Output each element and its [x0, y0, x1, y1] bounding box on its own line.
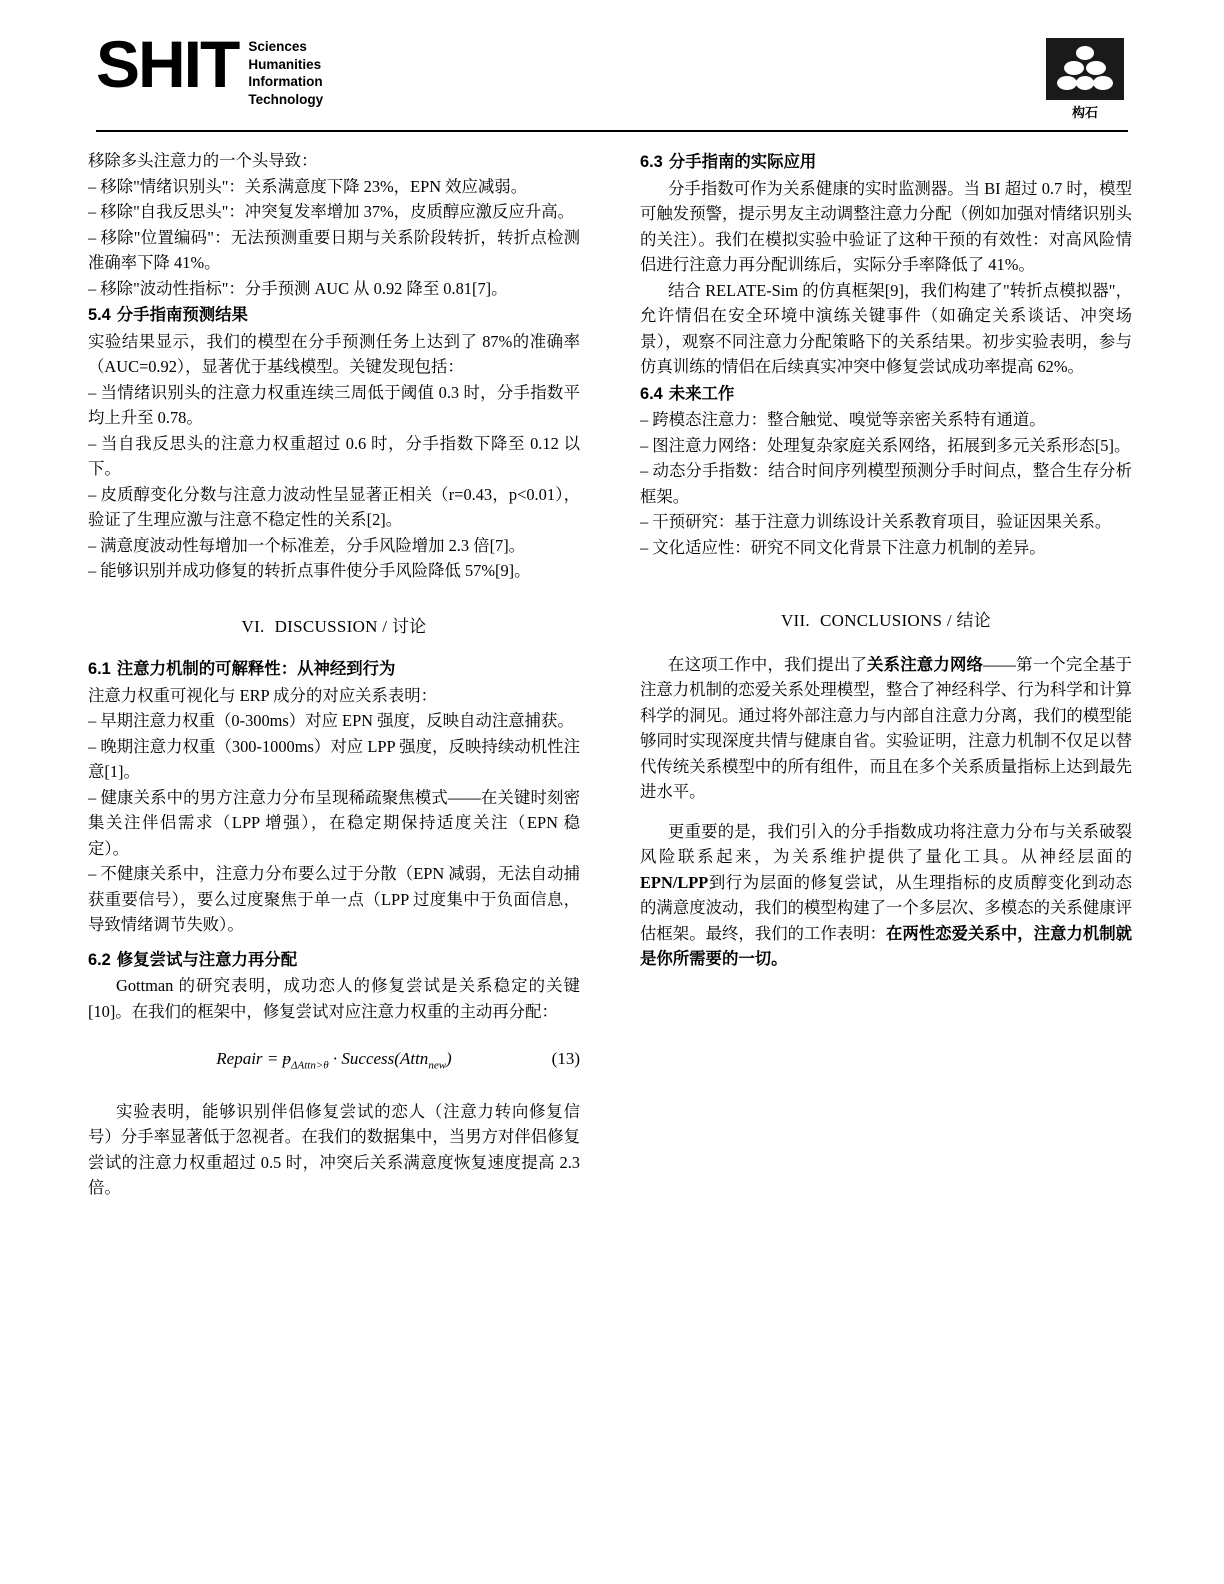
- section-5-4-body: 实验结果显示，我们的模型在分手预测任务上达到了 87%的准确率（AUC=0.92），显著优于基线模型。关键发现包括：: [88, 331, 580, 376]
- finding-item: – 满意度波动性每增加一个标准差，分手风险增加 2.3 倍[7]。: [88, 535, 526, 555]
- discussion-item: – 不健康关系中，注意力分布要么过于分散（EPN 减弱，无法自动捕获重要信号），要么过度聚焦于单一点（LPP 过度集中于负面信息，导致情绪调节失败）。: [88, 864, 580, 934]
- section-heading-5-4: [88, 303, 580, 329]
- logo-subtitle: [248, 38, 323, 108]
- logo-subtitle-line-3: Information: [248, 74, 323, 89]
- discussion-item: – 健康关系中的男方注意力分布呈现稀疏聚焦模式——在关键时刻密集关注伴侣需求（LPP 增强），在稳定期保持适度关注（EPN 稳定）。: [88, 787, 580, 858]
- section-number: 6.3: [640, 153, 663, 171]
- conclusion-p1-part-a: 在这项工作中，我们提出了: [668, 654, 868, 674]
- section-heading-6-1: [88, 657, 580, 683]
- discussion-item: – 晚期注意力权重（300-1000ms）对应 LPP 强度，反映持续动机性注意[1]。: [88, 736, 580, 781]
- ablation-item: – 移除"自我反思头"：冲突复发率增加 37%，皮质醇应激反应升高。: [88, 202, 574, 221]
- ablation-item: – 移除"波动性指标"：分手预测 AUC 从 0.92 降至 0.81[7]。: [88, 278, 508, 298]
- section-heading-6-4: [640, 382, 1132, 408]
- ablation-item: – 移除"位置编码"：无法预测重要日期与关系阶段转折，转折点检测准确率下降 41%。: [88, 227, 580, 272]
- stacked-stones-icon: [1046, 38, 1124, 100]
- left-column: [88, 148, 580, 1201]
- section-number: 6.4: [640, 384, 663, 403]
- section-title: DISCUSSION / 讨论: [274, 616, 427, 636]
- section-title: 注意力机制的可解释性：从神经到行为: [116, 660, 396, 678]
- equation-13: Repair = ᵽ$_{\Delta Attn>\theta}$ · Success(Attn$_{new}$) (13): [88, 1046, 580, 1079]
- section-title: CONCLUSIONS / 结论: [820, 611, 992, 630]
- equation-equals: =: [266, 1049, 279, 1068]
- section-heading-7: [640, 608, 1132, 634]
- ablation-item: – 移除"情绪识别头"：关系满意度下降 23%，EPN 效应减弱。: [88, 176, 528, 196]
- conclusion-final-claim: 在两性恋爱关系中，注意力机制就是你所需要的一切。: [640, 923, 1133, 968]
- right-column: [640, 148, 1132, 972]
- page-header: [96, 27, 1128, 130]
- finding-item: – 能够识别并成功修复的转折点事件使分手风险降低 57%[9]。: [88, 561, 531, 580]
- section-title: 修复尝试与注意力再分配: [116, 950, 298, 969]
- ablation-intro: 移除多头注意力的一个头导致：: [88, 151, 318, 170]
- section-heading-6-2: [88, 948, 580, 974]
- equation-function: Success: [341, 1049, 395, 1068]
- section-roman-numeral: VII.: [780, 611, 810, 630]
- section-heading-6-3: [640, 150, 1132, 176]
- section-title: 未来工作: [668, 384, 735, 403]
- equation-dot: ·: [332, 1049, 338, 1068]
- future-work-item: – 干预研究：基于注意力训练设计关系教育项目，验证因果关系。: [640, 512, 1112, 531]
- future-work-item: – 跨模态注意力：整合触觉、嗅觉等亲密关系特有通道。: [640, 410, 1046, 429]
- conclusion-paragraph-2: [640, 819, 1132, 972]
- equation-lhs: Repair: [216, 1049, 263, 1068]
- section-6-3-body-1: 分手指数可作为关系健康的实时监测器。当 BI 超过 0.7 时，模型可触发预警，提示男友主动调整注意力分配（例如加强对情绪识别头的关注）。我们在模拟实验中验证了这种干预的有效性：对高风险情侣进行注意力再分配训练后，实际分手率降低了 41%。: [640, 178, 1132, 274]
- section-title: 分手指南预测结果: [116, 306, 248, 324]
- discussion-item: – 早期注意力权重（0-300ms）对应 EPN 强度，反映自动注意捕获。: [88, 711, 574, 730]
- finding-item: – 当自我反思头的注意力权重超过 0.6 时，分手指数下降至 0.12 以下。: [88, 433, 580, 478]
- future-work-item: – 图注意力网络：处理复杂家庭关系网络，拓展到多元关系形态[5]。: [640, 435, 1131, 455]
- finding-item: – 当情绪识别头的注意力权重连续三周低于阈值 0.3 时，分手指数平均上升至 0.78。: [88, 382, 580, 427]
- conclusion-p1-part-c: ——第一个完全基于注意力机制的恋爱关系处理模型，整合了神经科学、行为科学和计算科学的洞见。通过将外部注意力与内部自注意力分离，我们的模型能够同时实现深度共情与健康自省。实验证明，注意力机制不仅足以替代传统关系模型中的所有组件，而且在多个关系质量指标上达到最先进水平。: [640, 654, 1133, 801]
- publisher-name: 构石: [1071, 105, 1098, 120]
- logo-wordmark: SHIT: [96, 27, 239, 101]
- equation-argument: Attn: [399, 1049, 429, 1068]
- equation-indicator: ᵽ: [282, 1049, 292, 1068]
- conclusion-model-name: 关系注意力网络: [867, 654, 984, 674]
- conclusion-p2-part-c: 到行为层面的修复尝试，从生理指标的皮质醇变化到动态的满意度波动，我们的模型构建了一个多层次、多模态的关系健康评估框架。最终，我们的工作表明：: [640, 872, 1132, 943]
- section-number: 5.4: [88, 306, 111, 324]
- conclusion-paragraph-1: [640, 652, 1132, 805]
- logo-subtitle-line-2: Humanities: [248, 56, 322, 72]
- section-title: 分手指南的实际应用: [668, 153, 817, 171]
- section-roman-numeral: VI.: [241, 616, 265, 636]
- logo-subtitle-line-1: Sciences: [248, 39, 307, 54]
- finding-item: – 皮质醇变化分数与注意力波动性呈显著正相关（r=0.43，p<0.01），验证了生理应激与注意不稳定性的关系[2]。: [88, 484, 580, 529]
- publisher-logo: [1042, 38, 1128, 121]
- section-heading-6: [88, 614, 580, 640]
- equation-indicator-sub: ΔAttn>θ: [291, 1059, 329, 1072]
- section-6-3-body-2: 结合 RELATE-Sim 的仿真框架[9]，我们构建了"转折点模拟器"，允许情侣在安全环境中演练关键事件（如确定关系谈话、冲突场景），观察不同注意力分配策略下的关系结果。初步实验表明，参与仿真训练的情侣在后续真实冲突中修复尝试成功率提高 62%。: [640, 280, 1132, 376]
- future-work-item: – 文化适应性：研究不同文化背景下注意力机制的差异。: [640, 537, 1046, 557]
- section-6-2-body-1: Gottman 的研究表明，成功恋人的修复尝试是关系稳定的关键[10]。在我们的框架中，修复尝试对应注意力权重的主动再分配：: [88, 976, 580, 1021]
- section-6-1-body: 注意力权重可视化与 ERP 成分的对应关系表明：: [88, 685, 438, 705]
- section-number: 6.1: [88, 660, 111, 678]
- equation-number: (13): [551, 1049, 580, 1068]
- equation-argument-sub: new: [428, 1059, 447, 1072]
- section-number: 6.2: [88, 950, 111, 969]
- conclusion-erp-terms: EPN/LPP: [640, 872, 709, 892]
- logo-subtitle-line-4: Technology: [248, 91, 324, 107]
- journal-logo: [96, 27, 324, 108]
- conclusion-p2-part-a: 更重要的是，我们引入的分手指数成功将注意力分布与关系破裂风险联系起来，为关系维护提供了量化工具。从神经层面的: [640, 821, 1132, 866]
- header-divider: [96, 130, 1128, 132]
- future-work-item: – 动态分手指数：结合时间序列模型预测分手时间点，整合生存分析框架。: [640, 461, 1132, 506]
- section-6-2-body-2: 实验表明，能够识别伴侣修复尝试的恋人（注意力转向修复信号）分手率显著低于忽视者。在我们的数据集中，当男方对伴侣修复尝试的注意力权重超过 0.5 时，冲突后关系满意度恢复速度提高 2.3 倍。: [88, 1101, 580, 1198]
